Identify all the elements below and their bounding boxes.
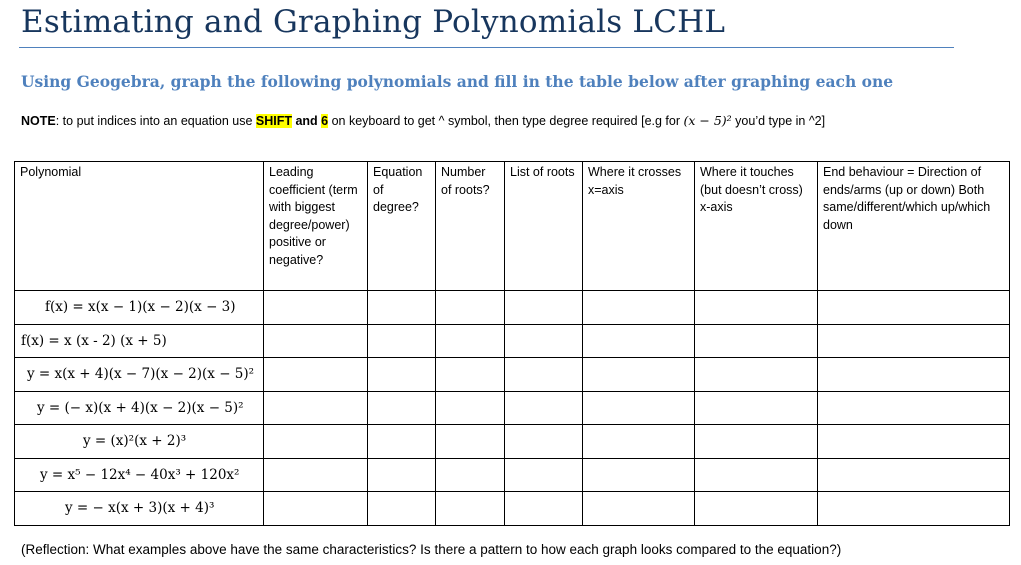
table-row — [15, 425, 1010, 459]
answer-cell[interactable] — [583, 425, 695, 459]
answer-cell[interactable] — [818, 492, 1010, 526]
polynomial-expression: y = (− x)(x + 4)(x − 2)(x − 5)² — [37, 399, 244, 416]
header-touches-axis: Where it touches (but doesn’t cross) x-axis — [695, 162, 818, 291]
table-row — [15, 324, 1010, 358]
polynomial-cell — [15, 324, 264, 358]
polynomial-cell — [15, 425, 264, 459]
table-row — [15, 391, 1010, 425]
answer-cell[interactable] — [264, 492, 368, 526]
answer-cell[interactable] — [818, 391, 1010, 425]
answer-cell[interactable] — [436, 358, 505, 392]
answer-cell[interactable] — [436, 458, 505, 492]
answer-cell[interactable] — [695, 458, 818, 492]
polynomial-cell — [15, 391, 264, 425]
answer-cell[interactable] — [695, 358, 818, 392]
answer-cell[interactable] — [368, 391, 436, 425]
answer-cell[interactable] — [505, 324, 583, 358]
answer-cell[interactable] — [818, 291, 1010, 325]
answer-cell[interactable] — [436, 324, 505, 358]
table-row — [15, 358, 1010, 392]
answer-cell[interactable] — [505, 492, 583, 526]
answer-cell[interactable] — [368, 324, 436, 358]
answer-cell[interactable] — [695, 324, 818, 358]
shift-key-highlight: SHIFT — [255, 114, 292, 128]
note-text-1: : to put indices into an equation use — [55, 114, 256, 128]
table-row — [15, 458, 1010, 492]
answer-cell[interactable] — [583, 492, 695, 526]
answer-cell[interactable] — [264, 391, 368, 425]
header-leading-coefficient: Leading coefficient (term with biggest degree/power) positive or negative? — [264, 162, 368, 291]
instructions-heading: Using Geogebra, graph the following polynomials and fill in the table below after graphing each one — [21, 72, 894, 91]
answer-cell[interactable] — [436, 391, 505, 425]
answer-cell[interactable] — [264, 458, 368, 492]
answer-cell[interactable] — [695, 425, 818, 459]
header-list-of-roots: List of roots — [505, 162, 583, 291]
answer-cell[interactable] — [436, 492, 505, 526]
polynomial-cell — [15, 458, 264, 492]
polynomial-expression: f(x) = x(x − 1)(x − 2)(x − 3) — [45, 299, 236, 315]
note-and: and — [291, 114, 322, 128]
table-row — [15, 291, 1010, 325]
answer-cell[interactable] — [436, 425, 505, 459]
note-text-2: on keyboard to get ^ symbol, then type degree required [e.g for — [328, 114, 684, 128]
answer-cell[interactable] — [368, 358, 436, 392]
answer-cell[interactable] — [264, 358, 368, 392]
note-example-expression: (x − 5)² — [683, 113, 732, 128]
answer-cell[interactable] — [505, 458, 583, 492]
header-degree: Equation of degree? — [368, 162, 436, 291]
answer-cell[interactable] — [818, 458, 1010, 492]
title-underline — [19, 47, 954, 48]
polynomial-expression: y = (x)²(x + 2)³ — [83, 433, 187, 449]
answer-cell[interactable] — [583, 458, 695, 492]
answer-cell[interactable] — [695, 291, 818, 325]
note-label: NOTE — [21, 114, 56, 128]
answer-cell[interactable] — [818, 358, 1010, 392]
answer-cell[interactable] — [368, 425, 436, 459]
answer-cell[interactable] — [818, 324, 1010, 358]
note-paragraph — [21, 113, 825, 128]
reflection-prompt: (Reflection: What examples above have the same characteristics? Is there a pattern to how each graph looks compared to the equation?) — [21, 542, 842, 557]
answer-cell[interactable] — [583, 324, 695, 358]
polynomial-cell — [15, 492, 264, 526]
answer-cell[interactable] — [505, 425, 583, 459]
polynomial-expression: y = x⁵ − 12x⁴ − 40x³ + 120x² — [40, 466, 240, 483]
answer-cell[interactable] — [583, 358, 695, 392]
header-number-of-roots: Number of roots? — [436, 162, 505, 291]
note-text-3: you’d type in ^2] — [731, 114, 826, 128]
six-key-highlight: 6 — [321, 114, 329, 128]
answer-cell[interactable] — [264, 291, 368, 325]
polynomial-expression: f(x) = x (x - 2) (x + 5) — [21, 332, 167, 349]
answer-cell[interactable] — [368, 492, 436, 526]
header-polynomial: Polynomial — [15, 162, 264, 291]
polynomial-expression: y = x(x + 4)(x − 7)(x − 2)(x − 5)² — [27, 366, 255, 382]
polynomial-expression: y = − x(x + 3)(x + 4)³ — [65, 500, 215, 516]
answer-cell[interactable] — [583, 391, 695, 425]
answer-cell[interactable] — [264, 324, 368, 358]
header-end-behaviour: End behaviour = Direction of ends/arms (up or down) Both same/different/which up/which down — [818, 162, 1010, 291]
header-crosses-axis: Where it crosses x=axis — [583, 162, 695, 291]
table-header-row — [15, 162, 1010, 291]
answer-cell[interactable] — [368, 291, 436, 325]
answer-cell[interactable] — [583, 291, 695, 325]
answer-cell[interactable] — [695, 492, 818, 526]
answer-cell[interactable] — [505, 291, 583, 325]
answer-cell[interactable] — [818, 425, 1010, 459]
answer-cell[interactable] — [695, 391, 818, 425]
page-title: Estimating and Graphing Polynomials LCHL — [21, 4, 726, 40]
answer-cell[interactable] — [505, 358, 583, 392]
answer-cell[interactable] — [368, 458, 436, 492]
answer-cell[interactable] — [436, 291, 505, 325]
answer-cell[interactable] — [264, 425, 368, 459]
table-row — [15, 492, 1010, 526]
polynomial-table — [14, 161, 1010, 526]
polynomial-cell — [15, 291, 264, 325]
polynomial-cell — [15, 358, 264, 392]
answer-cell[interactable] — [505, 391, 583, 425]
